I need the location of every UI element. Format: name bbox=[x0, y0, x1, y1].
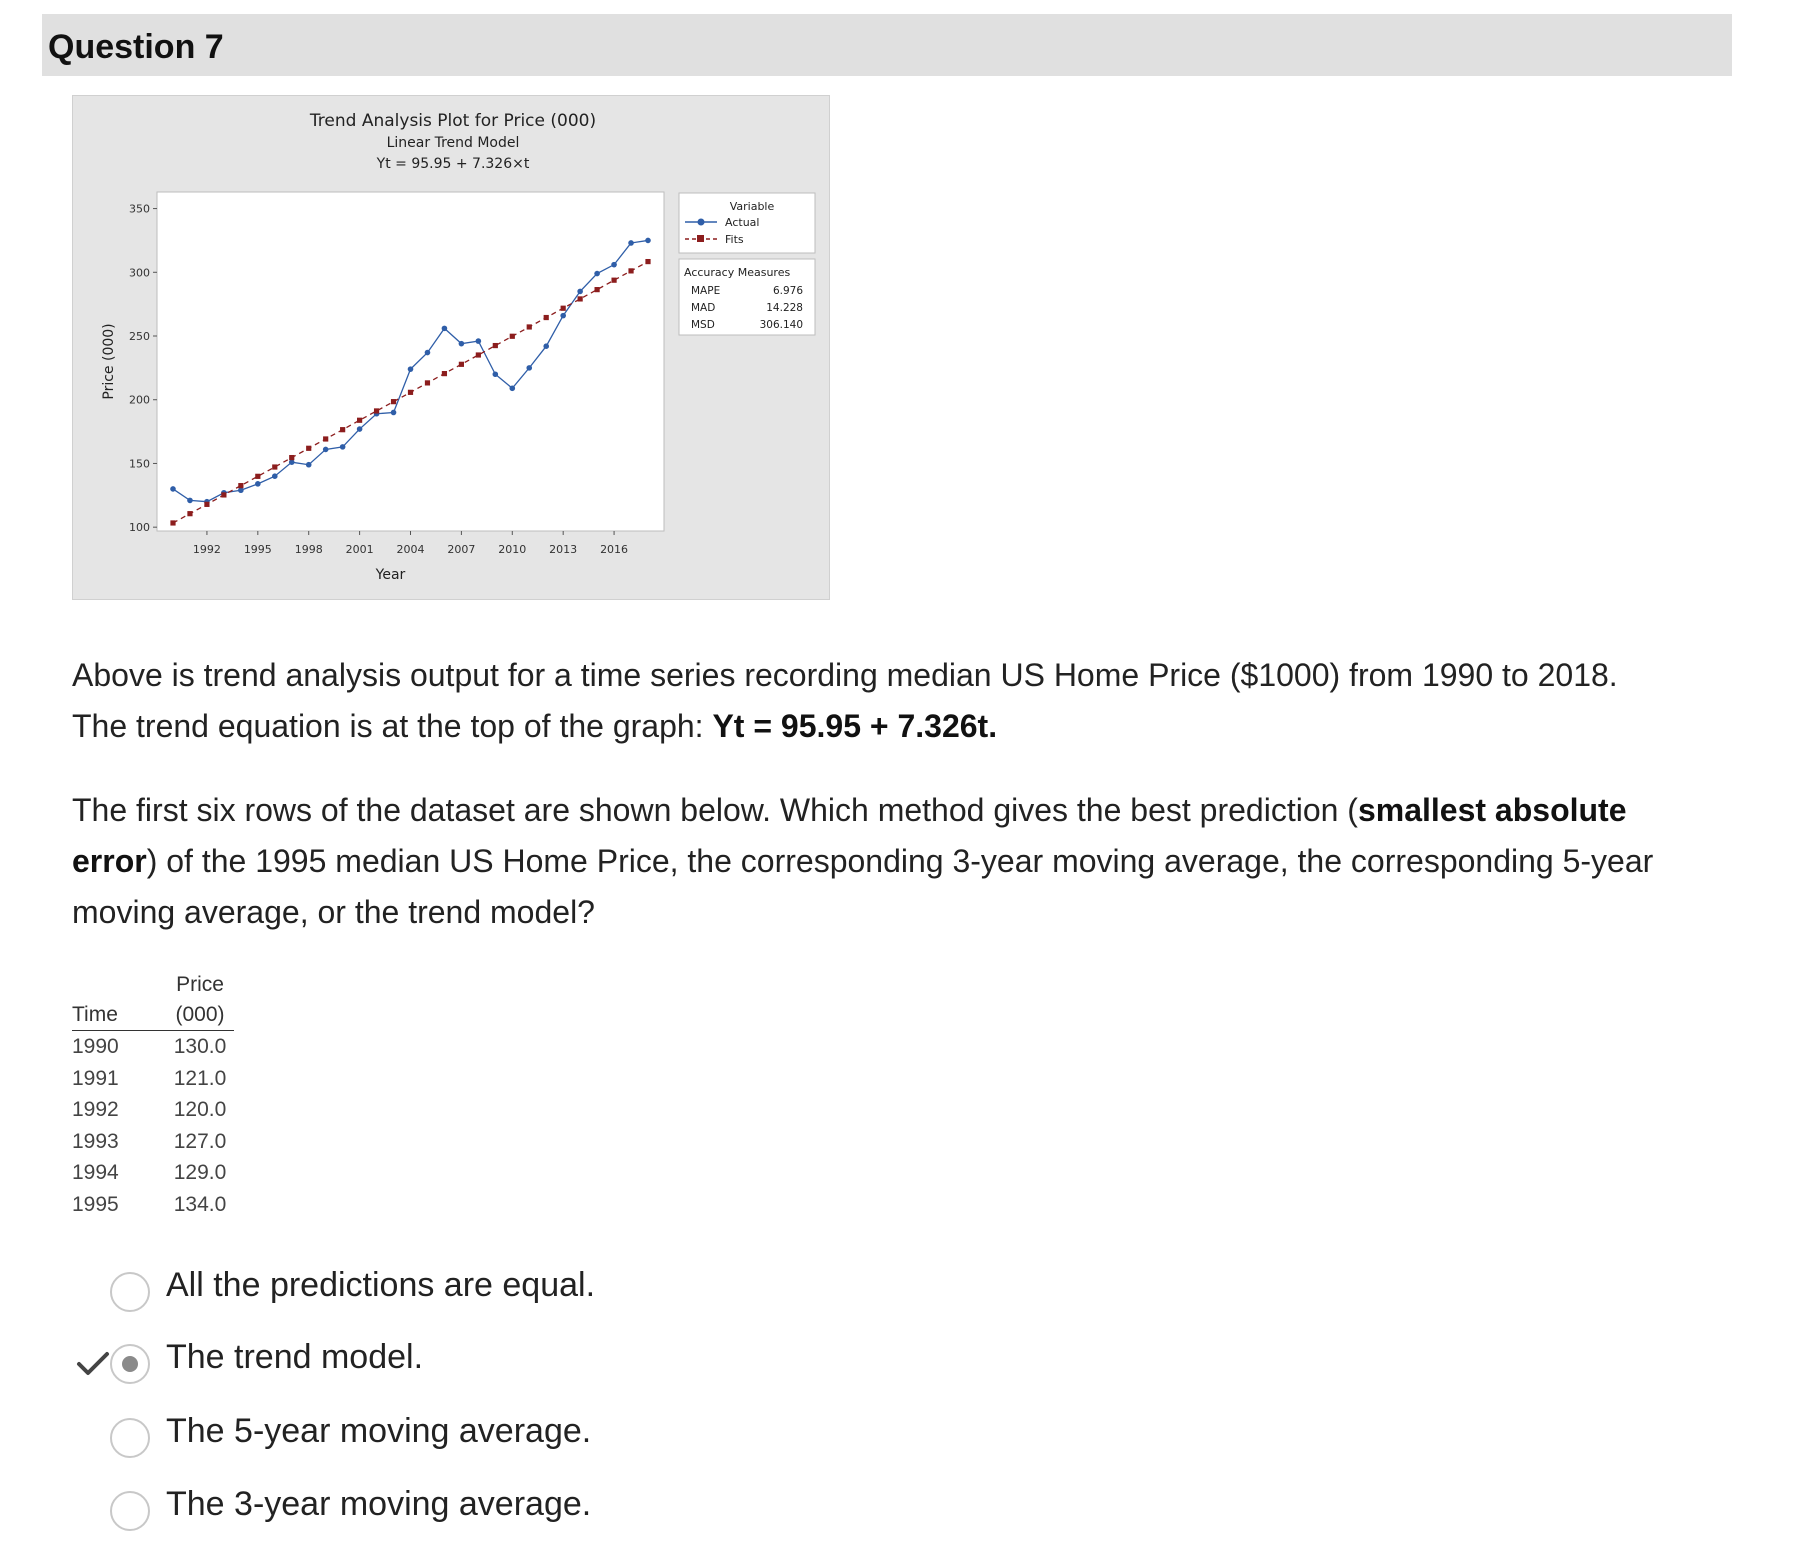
legend-marker-actual bbox=[698, 219, 705, 226]
table-header-empty bbox=[72, 970, 166, 1000]
data-point-actual bbox=[645, 238, 651, 244]
data-point-actual bbox=[306, 462, 312, 468]
data-point-fits bbox=[595, 287, 600, 292]
data-point-actual bbox=[391, 410, 397, 416]
prompt-p2-a: The first six rows of the dataset are shown below. Which method gives the best prediction ( bbox=[72, 792, 1358, 828]
data-point-fits bbox=[255, 474, 260, 479]
radio-button-selected[interactable] bbox=[110, 1344, 150, 1384]
x-tick-label: 1995 bbox=[243, 543, 272, 556]
data-point-actual bbox=[340, 444, 346, 450]
data-point-fits bbox=[187, 511, 192, 516]
option-label[interactable]: The 3-year moving average. bbox=[166, 1485, 592, 1523]
data-point-fits bbox=[374, 408, 379, 413]
data-point-actual bbox=[408, 366, 414, 372]
accuracy-label: MAD bbox=[691, 302, 716, 314]
chart-svg bbox=[73, 96, 831, 601]
data-point-actual bbox=[289, 459, 295, 465]
table-row bbox=[72, 1126, 234, 1158]
radio-button[interactable] bbox=[110, 1491, 150, 1531]
y-tick-label: 250 bbox=[129, 330, 150, 344]
radio-button[interactable] bbox=[110, 1272, 150, 1312]
data-point-actual bbox=[187, 498, 193, 504]
data-point-actual bbox=[323, 447, 329, 453]
option-label[interactable]: All the predictions are equal. bbox=[166, 1266, 596, 1304]
data-point-actual bbox=[628, 240, 634, 246]
table-row bbox=[72, 1189, 234, 1221]
y-tick-label: 100 bbox=[129, 521, 150, 535]
accuracy-label: MAPE bbox=[691, 285, 721, 297]
table-row bbox=[72, 1094, 234, 1126]
data-point-actual bbox=[272, 473, 278, 479]
data-point-actual bbox=[255, 481, 261, 487]
y-tick-label: 350 bbox=[129, 202, 150, 216]
data-point-actual bbox=[442, 326, 448, 332]
table-row bbox=[72, 1031, 234, 1063]
data-point-fits bbox=[442, 371, 447, 376]
answer-option-5yr-ma[interactable] bbox=[72, 1408, 772, 1468]
plot-area bbox=[157, 192, 664, 531]
data-point-fits bbox=[306, 446, 311, 451]
data-point-actual bbox=[425, 350, 431, 356]
question-title: Question 7 bbox=[48, 28, 224, 66]
table-cell-price: 134.0 bbox=[173, 1192, 227, 1216]
table-header-price-unit: (000) bbox=[166, 1000, 234, 1031]
question-header bbox=[42, 14, 1732, 76]
data-point-actual bbox=[357, 426, 363, 432]
x-tick-label: 2016 bbox=[600, 543, 629, 556]
data-point-actual bbox=[611, 262, 617, 268]
data-point-fits bbox=[289, 455, 294, 460]
data-point-fits bbox=[527, 324, 532, 329]
data-point-actual bbox=[493, 371, 499, 377]
prompt-p1-text: Above is trend analysis output for a time series recording median US Home Price ($1000) from 1990 to 2018. The trend equation is at the top of the graph: bbox=[72, 657, 1618, 744]
data-point-fits bbox=[645, 259, 650, 264]
data-point-actual bbox=[543, 343, 549, 349]
option-label[interactable]: The 5-year moving average. bbox=[166, 1412, 592, 1450]
x-axis-label: Year bbox=[375, 567, 406, 583]
data-point-fits bbox=[628, 268, 633, 273]
data-point-fits bbox=[510, 334, 515, 339]
data-point-actual bbox=[594, 271, 600, 277]
accuracy-value: 306.140 bbox=[759, 319, 803, 331]
prompt-p2-b: ) of the 1995 median US Home Price, the corresponding 3-year moving average, the corresponding 5-year moving average, or the trend model? bbox=[72, 843, 1654, 930]
answer-option-trend-model[interactable] bbox=[72, 1334, 772, 1394]
chart-equation: Yt = 95.95 + 7.326×t bbox=[376, 156, 530, 172]
data-point-fits bbox=[357, 418, 362, 423]
accuracy-value: 6.976 bbox=[772, 285, 803, 297]
y-tick-label: 150 bbox=[129, 457, 150, 471]
table-cell-price: 129.0 bbox=[173, 1161, 227, 1184]
table-header-price: Price bbox=[176, 973, 224, 996]
data-point-fits bbox=[476, 352, 481, 357]
table-cell-time: 1991 bbox=[72, 1066, 119, 1090]
y-tick-label: 300 bbox=[129, 266, 150, 280]
accuracy-title: Accuracy Measures bbox=[684, 266, 791, 279]
dataset-table bbox=[72, 970, 234, 1220]
accuracy-label: MSD bbox=[691, 319, 715, 331]
data-point-actual bbox=[509, 385, 515, 391]
table-cell-time: 1990 bbox=[72, 1035, 119, 1058]
data-point-fits bbox=[272, 464, 277, 469]
chart-title: Trend Analysis Plot for Price (000) bbox=[309, 111, 597, 131]
legend-title: Variable bbox=[729, 200, 775, 213]
data-point-actual bbox=[459, 341, 465, 347]
answer-option-3yr-ma[interactable] bbox=[72, 1481, 772, 1541]
prompt-p2-bold: smallest absolute error bbox=[72, 792, 1627, 879]
x-tick-label: 1998 bbox=[294, 543, 323, 556]
y-axis-label: Price (000) bbox=[101, 323, 117, 400]
table-cell-time: 1994 bbox=[72, 1161, 119, 1184]
table-cell-time: 1992 bbox=[72, 1098, 119, 1121]
legend-entry: Fits bbox=[725, 233, 744, 246]
x-tick-label: 2010 bbox=[498, 543, 527, 556]
x-tick-label: 1992 bbox=[192, 543, 221, 556]
table-cell-price: 130.0 bbox=[173, 1035, 227, 1058]
x-tick-label: 2001 bbox=[345, 543, 374, 556]
table-cell-price: 127.0 bbox=[173, 1129, 227, 1153]
data-point-fits bbox=[544, 315, 549, 320]
table-cell-price: 121.0 bbox=[173, 1066, 227, 1090]
data-point-actual bbox=[577, 289, 583, 295]
legend-marker-fits bbox=[697, 235, 704, 242]
data-point-fits bbox=[425, 380, 430, 385]
data-point-fits bbox=[408, 390, 413, 395]
accuracy-value: 14.228 bbox=[766, 302, 803, 314]
data-point-fits bbox=[459, 362, 464, 367]
data-point-fits bbox=[493, 343, 498, 348]
data-point-fits bbox=[340, 427, 345, 432]
question-prompt bbox=[72, 650, 1672, 971]
data-point-actual bbox=[238, 487, 244, 493]
data-point-fits bbox=[611, 278, 616, 283]
table-row bbox=[72, 1063, 234, 1095]
data-point-fits bbox=[238, 483, 243, 488]
data-point-fits bbox=[221, 492, 226, 497]
table-cell-time: 1993 bbox=[72, 1129, 119, 1153]
prompt-paragraph-1 bbox=[72, 650, 1672, 752]
data-point-fits bbox=[170, 520, 175, 525]
data-point-fits bbox=[204, 502, 209, 507]
x-tick-label: 2004 bbox=[396, 543, 425, 556]
x-tick-label: 2007 bbox=[447, 543, 476, 556]
legend-entry: Actual bbox=[725, 216, 760, 229]
table-cell-time: 1995 bbox=[72, 1192, 119, 1216]
data-point-fits bbox=[561, 306, 566, 311]
table-row bbox=[72, 1157, 234, 1189]
y-tick-label: 200 bbox=[129, 393, 150, 407]
data-point-fits bbox=[391, 399, 396, 404]
data-point-fits bbox=[323, 436, 328, 441]
correct-check-icon bbox=[76, 1348, 110, 1378]
data-point-actual bbox=[170, 486, 176, 492]
answer-option-all-equal[interactable] bbox=[72, 1262, 772, 1322]
prompt-paragraph-2 bbox=[72, 785, 1672, 938]
chart-subtitle: Linear Trend Model bbox=[386, 135, 520, 151]
table-header-time: Time bbox=[72, 1000, 166, 1031]
option-label[interactable]: The trend model. bbox=[166, 1338, 424, 1376]
prompt-p1-equation: Yt = 95.95 + 7.326t. bbox=[712, 708, 998, 744]
table-cell-price: 120.0 bbox=[173, 1098, 227, 1121]
data-point-fits bbox=[578, 296, 583, 301]
trend-chart bbox=[72, 95, 830, 600]
x-tick-label: 2013 bbox=[549, 543, 578, 556]
radio-button[interactable] bbox=[110, 1418, 150, 1458]
data-point-actual bbox=[526, 365, 532, 371]
data-point-actual bbox=[560, 313, 566, 319]
data-point-actual bbox=[476, 338, 482, 344]
